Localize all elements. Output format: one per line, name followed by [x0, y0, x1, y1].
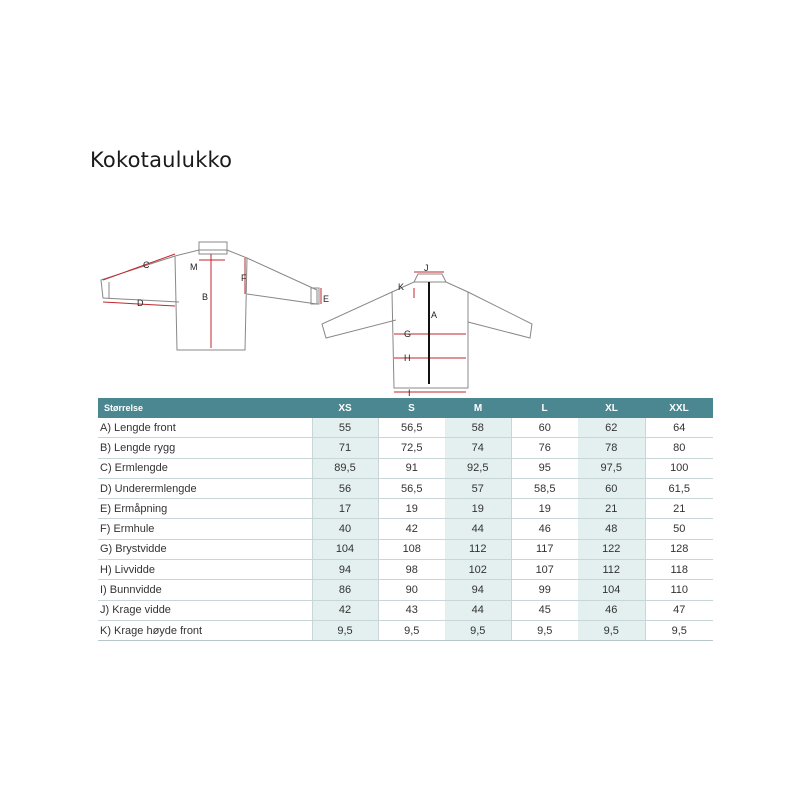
- label-b: B: [202, 292, 209, 302]
- table-cell: 102: [445, 560, 511, 580]
- table-row: [98, 499, 713, 519]
- table-cell: 107: [511, 560, 578, 580]
- table-cell: 44: [445, 600, 511, 620]
- table-cell: 46: [511, 519, 578, 539]
- table-cell: 19: [511, 499, 578, 519]
- table-cell: 9,5: [645, 620, 713, 640]
- table-cell: 97,5: [578, 458, 645, 478]
- table-cell: 80: [645, 438, 713, 458]
- label-h: H: [404, 353, 411, 363]
- header-xs: XS: [312, 398, 378, 418]
- label-k: K: [398, 282, 405, 292]
- table-cell: 56: [312, 478, 378, 498]
- header-xxl: XXL: [645, 398, 713, 418]
- table-cell: 42: [378, 519, 445, 539]
- table-cell: 112: [578, 560, 645, 580]
- table-cell: 60: [511, 418, 578, 438]
- table-cell: 71: [312, 438, 378, 458]
- measure-label: H) Livvidde: [98, 560, 312, 580]
- measure-label: D) Underermlengde: [98, 478, 312, 498]
- table-cell: 56,5: [378, 478, 445, 498]
- table-cell: 112: [445, 539, 511, 559]
- table-cell: 21: [645, 499, 713, 519]
- table-cell: 46: [578, 600, 645, 620]
- measure-label: B) Lengde rygg: [98, 438, 312, 458]
- table-cell: 55: [312, 418, 378, 438]
- table-cell: 78: [578, 438, 645, 458]
- measure-label: F) Ermhule: [98, 519, 312, 539]
- table-cell: 64: [645, 418, 713, 438]
- table-cell: 58: [445, 418, 511, 438]
- table-row: [98, 539, 713, 559]
- table-cell: 117: [511, 539, 578, 559]
- table-row: [98, 458, 713, 478]
- table-cell: 19: [378, 499, 445, 519]
- table-cell: 94: [445, 580, 511, 600]
- table-cell: 76: [511, 438, 578, 458]
- table-cell: 89,5: [312, 458, 378, 478]
- size-table: [98, 398, 713, 641]
- table-cell: 40: [312, 519, 378, 539]
- table-cell: 74: [445, 438, 511, 458]
- table-row: [98, 438, 713, 458]
- measure-label: K) Krage høyde front: [98, 620, 312, 640]
- table-cell: 47: [645, 600, 713, 620]
- measure-label: E) Ermåpning: [98, 499, 312, 519]
- header-l: L: [511, 398, 578, 418]
- table-cell: 100: [645, 458, 713, 478]
- table-cell: 90: [378, 580, 445, 600]
- table-cell: 128: [645, 539, 713, 559]
- measure-label: G) Brystvidde: [98, 539, 312, 559]
- label-m: M: [190, 262, 198, 272]
- measure-label: C) Ermlengde: [98, 458, 312, 478]
- table-cell: 9,5: [578, 620, 645, 640]
- table-cell: 98: [378, 560, 445, 580]
- label-f: F: [241, 273, 247, 283]
- table-cell: 19: [445, 499, 511, 519]
- table-cell: 122: [578, 539, 645, 559]
- table-cell: 43: [378, 600, 445, 620]
- label-c: C: [143, 260, 150, 270]
- table-row: [98, 580, 713, 600]
- jacket-front-diagram: [318, 262, 540, 398]
- table-cell: 99: [511, 580, 578, 600]
- label-i: I: [408, 388, 411, 398]
- table-cell: 61,5: [645, 478, 713, 498]
- measure-label: I) Bunnvidde: [98, 580, 312, 600]
- table-row: [98, 600, 713, 620]
- table-row: [98, 418, 713, 438]
- header-s: S: [378, 398, 445, 418]
- table-cell: 58,5: [511, 478, 578, 498]
- table-cell: 50: [645, 519, 713, 539]
- table-cell: 95: [511, 458, 578, 478]
- table-cell: 17: [312, 499, 378, 519]
- table-cell: 72,5: [378, 438, 445, 458]
- table-cell: 56,5: [378, 418, 445, 438]
- table-cell: 9,5: [511, 620, 578, 640]
- table-cell: 45: [511, 600, 578, 620]
- table-cell: 118: [645, 560, 713, 580]
- table-cell: 9,5: [312, 620, 378, 640]
- table-cell: 57: [445, 478, 511, 498]
- table-cell: 91: [378, 458, 445, 478]
- table-cell: 92,5: [445, 458, 511, 478]
- table-row: [98, 560, 713, 580]
- label-g: G: [404, 329, 412, 339]
- table-cell: 9,5: [445, 620, 511, 640]
- table-cell: 42: [312, 600, 378, 620]
- table-cell: 86: [312, 580, 378, 600]
- table-row: [98, 478, 713, 498]
- label-a: A: [431, 310, 438, 320]
- measure-label: J) Krage vidde: [98, 600, 312, 620]
- table-cell: 44: [445, 519, 511, 539]
- label-j: J: [424, 263, 429, 273]
- table-row: [98, 519, 713, 539]
- label-e: E: [323, 294, 330, 304]
- table-cell: 108: [378, 539, 445, 559]
- table-cell: 104: [312, 539, 378, 559]
- table-cell: 104: [578, 580, 645, 600]
- measure-label: A) Lengde front: [98, 418, 312, 438]
- table-cell: 62: [578, 418, 645, 438]
- table-row: [98, 620, 713, 640]
- table-cell: 9,5: [378, 620, 445, 640]
- label-d: D: [137, 298, 144, 308]
- jacket-back-diagram: [95, 236, 335, 356]
- header-m: M: [445, 398, 511, 418]
- header-size: Størrelse: [98, 398, 312, 418]
- header-xl: XL: [578, 398, 645, 418]
- table-cell: 21: [578, 499, 645, 519]
- page-title: Kokotaulukko: [90, 148, 233, 172]
- table-header-row: [98, 398, 713, 418]
- table-cell: 48: [578, 519, 645, 539]
- table-cell: 94: [312, 560, 378, 580]
- table-cell: 110: [645, 580, 713, 600]
- table-cell: 60: [578, 478, 645, 498]
